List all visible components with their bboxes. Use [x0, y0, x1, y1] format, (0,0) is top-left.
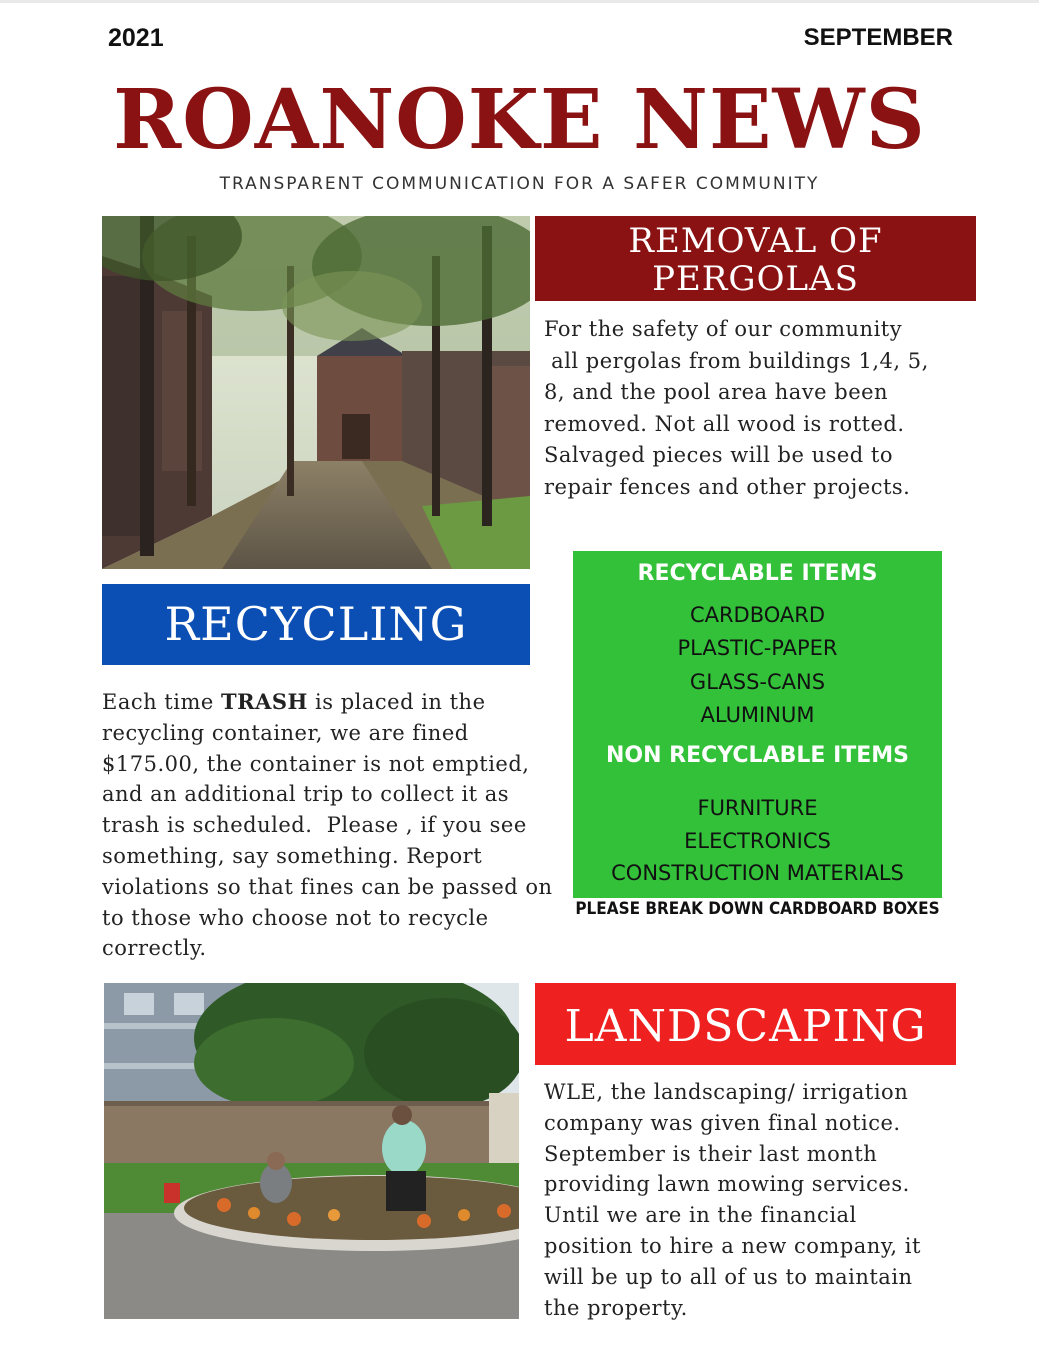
non-recyclable-item: ELECTRONICS — [684, 829, 831, 853]
non-recyclable-item: CONSTRUCTION MATERIALS — [611, 861, 904, 885]
landscaping-photo — [104, 983, 519, 1319]
recyclable-items-panel — [573, 551, 942, 898]
cardboard-note: PLEASE BREAK DOWN CARDBOARD BOXES — [575, 899, 940, 919]
pergolas-heading — [535, 216, 976, 301]
pergolas-line: repair fences and other projects. — [544, 474, 911, 499]
landscaping-line: providing lawn mowing services. — [544, 1172, 910, 1197]
landscaping-line: position to hire a new company, it — [544, 1233, 921, 1258]
pergolas-line: Salvaged pieces will be used to — [544, 443, 893, 467]
landscaping-line: company was given final notice. — [544, 1110, 901, 1135]
recyclable-item: ALUMINUM — [700, 703, 815, 727]
recyclable-items-heading: RECYCLABLE ITEMS — [637, 561, 878, 586]
non-recyclable-items-heading: NON RECYCLABLE ITEMS — [605, 743, 910, 768]
issue-month: SEPTEMBER — [803, 24, 953, 51]
recycling-article — [102, 687, 572, 964]
pergolas-heading-line1: REMOVAL OF — [628, 221, 883, 261]
pergolas-line: removed. Not all wood is rotted. — [544, 411, 905, 436]
non-recyclable-item: FURNITURE — [697, 796, 818, 820]
recyclable-item: GLASS-CANS — [689, 670, 826, 694]
landscaping-article — [544, 1077, 984, 1323]
recycling-text-bold: TRASH — [220, 689, 308, 714]
pergolas-line: For the safety of our community — [544, 317, 903, 341]
pergolas-heading-line2: PERGOLAS — [652, 259, 859, 299]
landscaping-heading: LANDSCAPING — [535, 983, 956, 1065]
landscaping-line: will be up to all of us to maintain — [544, 1264, 913, 1289]
newsletter-tagline: TRANSPARENT COMMUNICATION FOR A SAFER COMMUNITY — [219, 174, 820, 194]
landscaping-line: September is their last month — [544, 1141, 878, 1166]
recycling-heading: RECYCLING — [102, 584, 530, 665]
recyclable-item: PLASTIC-PAPER — [677, 636, 838, 660]
landscaping-line: Until we are in the financial — [544, 1203, 857, 1228]
recycling-text-start: Each time — [102, 690, 221, 714]
courtyard-photo — [102, 216, 530, 569]
landscaping-line: WLE, the landscaping/ irrigation — [544, 1080, 909, 1104]
landscaping-line: the property. — [544, 1295, 688, 1320]
newsletter-title: ROANOKE NEWS — [113, 72, 926, 168]
top-rule — [0, 0, 1039, 3]
recyclable-item: CARDBOARD — [689, 603, 826, 627]
pergolas-article — [544, 314, 984, 503]
pergolas-line: 8, and the pool area have been — [544, 380, 889, 404]
recycling-text-rest: is placed in the recycling container, we are fined $175.00, the container is not emptied, and an additional trip to collect it as trash is scheduled. Please , if you see something, say something. Report violations so that fines can be passed on to those who choose not to recycle correctly. — [102, 690, 560, 961]
issue-year: 2021 — [108, 24, 164, 52]
pergolas-line: all pergolas from buildings 1,4, 5, — [544, 348, 929, 373]
